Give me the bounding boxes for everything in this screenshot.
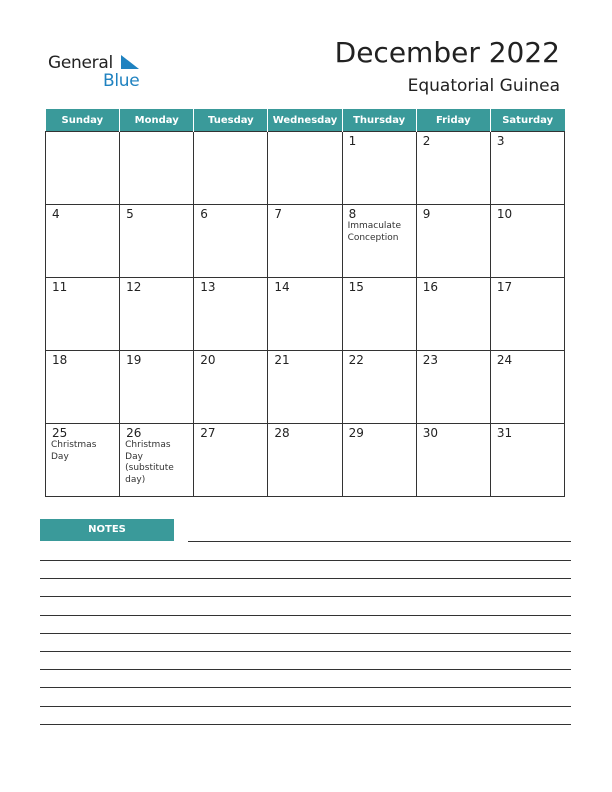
weekday-header: Sunday xyxy=(46,109,120,132)
day-number: 3 xyxy=(496,134,505,148)
day-number: 23 xyxy=(422,353,438,367)
day-cell xyxy=(120,424,194,497)
day-cell xyxy=(268,205,342,278)
day-number: 17 xyxy=(496,280,513,294)
weekday-header: Monday xyxy=(120,109,194,132)
day-number: 7 xyxy=(274,207,283,221)
day-cell xyxy=(46,205,120,278)
day-number: 2 xyxy=(422,134,431,148)
day-number: 6 xyxy=(200,207,208,221)
notes-line xyxy=(40,651,571,652)
day-number: 16 xyxy=(422,280,438,294)
day-cell xyxy=(46,424,120,497)
weekday-header: Thursday xyxy=(342,109,416,132)
notes-line xyxy=(40,615,571,616)
day-cell xyxy=(120,205,194,278)
day-cell xyxy=(268,132,342,205)
day-cell xyxy=(490,351,564,424)
day-cell xyxy=(46,132,120,205)
day-cell xyxy=(416,424,490,497)
day-number: 4 xyxy=(52,207,60,221)
day-cell xyxy=(120,351,194,424)
page-title: December 2022 xyxy=(334,36,560,69)
notes-line xyxy=(40,687,571,688)
calendar-week-row xyxy=(46,205,565,278)
day-cell xyxy=(46,351,120,424)
notes-line xyxy=(40,706,571,707)
day-cell xyxy=(268,424,342,497)
notes-line xyxy=(40,669,571,670)
country-subtitle: Equatorial Guinea xyxy=(407,76,560,96)
day-number: 13 xyxy=(200,280,216,294)
day-number: 31 xyxy=(496,426,513,440)
notes-line xyxy=(40,724,571,725)
brand-logo-blue: Blue xyxy=(103,71,140,91)
day-cell xyxy=(194,424,268,497)
calendar-week-row xyxy=(46,351,565,424)
day-cell xyxy=(416,278,490,351)
day-number: 28 xyxy=(274,426,290,440)
brand-flag-icon xyxy=(121,55,139,69)
day-number: 30 xyxy=(422,426,438,440)
day-number: 11 xyxy=(52,280,68,294)
weekday-header-row xyxy=(46,109,565,132)
day-cell xyxy=(268,351,342,424)
weekday-header: Friday xyxy=(416,109,490,132)
day-cell xyxy=(490,424,564,497)
day-cell xyxy=(194,205,268,278)
day-cell xyxy=(342,424,416,497)
day-number: 20 xyxy=(200,353,216,367)
day-cell xyxy=(416,132,490,205)
day-number: 15 xyxy=(348,280,364,294)
day-number: 29 xyxy=(348,426,364,440)
holiday-label: Immaculate Conception xyxy=(347,221,401,243)
day-number: 27 xyxy=(200,426,216,440)
day-cell xyxy=(120,278,194,351)
notes-line xyxy=(188,541,571,542)
day-number: 14 xyxy=(274,280,290,294)
day-number: 8 xyxy=(348,207,357,221)
day-cell xyxy=(490,205,564,278)
day-number: 19 xyxy=(126,353,142,367)
day-cell xyxy=(194,132,268,205)
calendar-week-row xyxy=(46,424,565,497)
day-cell xyxy=(416,205,490,278)
notes-line xyxy=(40,578,571,579)
notes-label: NOTES xyxy=(40,519,174,541)
day-number: 21 xyxy=(274,353,290,367)
day-number: 9 xyxy=(422,207,431,221)
day-cell xyxy=(490,278,564,351)
day-cell xyxy=(342,132,416,205)
weekday-header: Tuesday xyxy=(194,109,268,132)
day-number: 12 xyxy=(126,280,142,294)
notes-line xyxy=(40,596,571,597)
calendar-week-row xyxy=(46,132,565,205)
day-number: 18 xyxy=(52,353,68,367)
holiday-label: Christmas Day xyxy=(51,440,97,462)
day-cell xyxy=(342,278,416,351)
holiday-label: Christmas Day (substitute day) xyxy=(125,440,174,485)
day-cell xyxy=(342,205,416,278)
calendar-week-row xyxy=(46,278,565,351)
calendar-grid xyxy=(45,109,565,497)
day-number: 5 xyxy=(126,207,134,221)
day-cell xyxy=(120,132,194,205)
brand-logo-general: General xyxy=(48,53,113,73)
weekday-header: Saturday xyxy=(490,109,564,132)
weekday-header: Wednesday xyxy=(268,109,342,132)
day-number: 10 xyxy=(496,207,513,221)
notes-line xyxy=(40,633,571,634)
day-number: 26 xyxy=(126,426,142,440)
day-number: 24 xyxy=(496,353,513,367)
day-cell xyxy=(194,278,268,351)
day-cell xyxy=(490,132,564,205)
day-cell xyxy=(194,351,268,424)
notes-line xyxy=(40,560,571,561)
day-number: 25 xyxy=(52,426,68,440)
day-number: 22 xyxy=(348,353,364,367)
day-cell xyxy=(268,278,342,351)
day-cell xyxy=(342,351,416,424)
day-cell xyxy=(46,278,120,351)
day-cell xyxy=(416,351,490,424)
brand-logo xyxy=(48,53,148,93)
day-number: 1 xyxy=(348,134,357,148)
